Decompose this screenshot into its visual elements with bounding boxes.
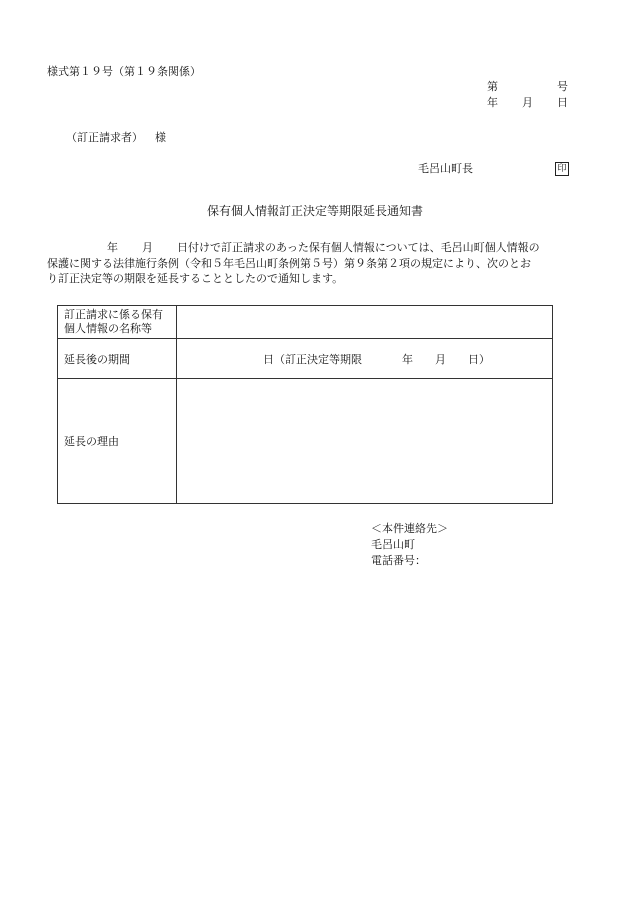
seal-icon: 印 [555,162,569,176]
contact-info [371,521,448,569]
table-row [58,339,553,379]
body-line-1: 年 月 日付けで訂正請求のあった保有個人情報については、毛呂山町個人情報の [107,241,540,254]
contact-office: 毛呂山町 [371,538,415,551]
extension-reason-label: 延長の理由 [58,379,177,504]
contact-phone: 電話番号： [371,554,426,567]
personal-info-name-value [177,306,553,339]
body-text [47,240,587,287]
sender-name: 毛呂山町長 [418,162,473,175]
contact-heading: ＜本件連絡先＞ [371,522,448,535]
recipient-label: （訂正請求者） [66,131,143,144]
date-day: 日 [557,96,568,109]
extension-reason-value [177,379,553,504]
table-row [58,306,553,339]
info-table [57,305,553,504]
body-line-3: り訂正決定等の期限を延長することとしたので通知します。 [47,272,344,285]
date-month: 月 [522,96,533,109]
form-number: 様式第１９号（第１９条関係） [47,65,201,78]
personal-info-name-label: 訂正請求に係る保有 個人情報の名称等 [58,306,177,339]
extended-period-value: 日（訂正決定等期限 年 月 日） [177,339,553,379]
date-year: 年 [487,96,498,109]
table-row [58,379,553,504]
recipient-honorific: 様 [155,131,166,144]
document-title: 保有個人情報訂正決定等期限延長通知書 [206,204,423,218]
document-number-prefix: 第 [487,80,498,93]
body-line-2: 保護に関する法律施行条例（令和５年毛呂山町条例第５号）第９条第２項の規定により、次のとお [47,256,531,270]
document-number-suffix: 号 [557,80,568,93]
extended-period-label: 延長後の期間 [58,339,177,379]
recipient [66,131,166,145]
